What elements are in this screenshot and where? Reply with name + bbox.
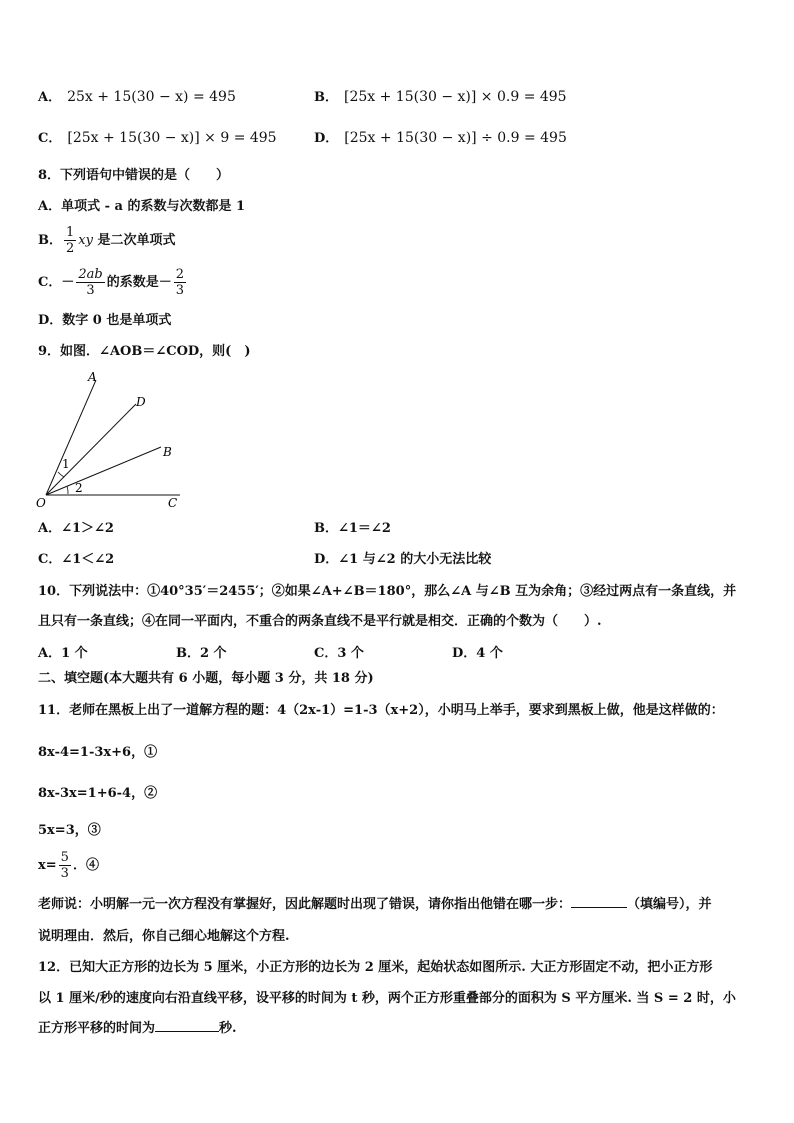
q10-line-2: 且只有一条直线；④在同一平面内，不重合的两条直线不是平行就是相交．正确的个数为（ ）. — [38, 614, 602, 629]
fraction-5-over-3: $\frac{5}{3}$ — [60, 850, 69, 881]
q9-option-a: A．∠1＞∠2 — [38, 521, 114, 536]
fraction-one-half: $\frac{1}{2}$ — [66, 225, 75, 256]
q7-option-b: B． [25x + 15(30 − x)] × 0.9 = 495 — [314, 89, 567, 105]
label-angle-1: 1 — [62, 457, 70, 471]
q10-option-b: B．2 个 — [176, 646, 227, 661]
fraction-2-over-3: $\frac{2}{3}$ — [175, 267, 185, 298]
q7-option-c: C． [25x + 15(30 − x)] × 9 = 495 — [38, 130, 277, 146]
label-o: O — [36, 496, 46, 510]
q11-step-3: 5x=3，③ — [38, 823, 101, 838]
q12-line-3: 正方形平移的时间为 秒. — [38, 1021, 237, 1036]
q12-line-1: 12．已知大正方形的边长为 5 厘米，小正方形的边长为 2 厘米，起始状态如图所示. 大正方形固定不动，把小正方形 — [38, 960, 713, 975]
q11-teacher-line-2: 说明理由．然后，你自己细心地解这个方程. — [38, 929, 290, 944]
q8-option-b: B． $\frac{1}{2}$ xy 是二次单项式 — [38, 225, 176, 256]
label-c: C — [168, 496, 178, 510]
q8-stem: 8．下列语句中错误的是（ ） — [38, 168, 230, 183]
q11-step-1: 8x-4=1-3x+6，① — [38, 745, 158, 760]
q10-option-c: C．3 个 — [314, 646, 364, 661]
q12-line-2: 以 1 厘米/秒的速度向右沿直线平移，设平移的时间为 t 秒，两个正方形重叠部分的面积为 S 平方厘米. 当 S = 2 时，小 — [38, 991, 736, 1006]
section-heading: 二、填空题(本大题共有 6 小题，每小题 3 分，共 18 分) — [38, 671, 374, 686]
q9-stem: 9．如图．∠AOB＝∠COD，则( ) — [38, 344, 251, 359]
q7-option-d: D． [25x + 15(30 − x)] ÷ 0.9 = 495 — [314, 130, 567, 146]
q11-stem: 11．老师在黑板上出了一道解方程的题：4（2x-1）=1-3（x+2），小明马上举手，要求到黑板上做，他是这样做的： — [38, 703, 724, 718]
q10-option-a: A．1 个 — [38, 646, 88, 661]
answer-blank-step[interactable] — [571, 895, 627, 908]
q8-option-c: C．－ $\frac{2ab}{3}$ 的系数是－ $\frac{2}{3}$ — [38, 267, 185, 298]
answer-blank-time[interactable] — [155, 1019, 219, 1032]
angle-figure — [30, 368, 190, 514]
q9-option-d: D．∠1 与∠2 的大小无法比较 — [314, 552, 492, 567]
q9-option-b: B．∠1＝∠2 — [314, 521, 391, 536]
label-d: D — [136, 395, 146, 409]
q10-line-1: 10．下列说法中：①40°35′＝2455′；②如果∠A+∠B＝180°，那么∠A 与∠B 互为余角；③经过两点有一条直线，并 — [38, 584, 737, 599]
q11-step-2: 8x-3x=1+6-4，② — [38, 786, 158, 801]
fraction-2ab-over-3: $\frac{2ab}{3}$ — [78, 267, 103, 298]
q9-option-c: C．∠1＜∠2 — [38, 552, 115, 567]
q8-option-a: A．单项式 - a 的系数与次数都是 1 — [38, 199, 246, 214]
q11-step-4: x= $\frac{5}{3}$ ．④ — [38, 850, 99, 881]
q7-option-a: A． 25x + 15(30 − x) = 495 — [38, 89, 236, 105]
label-b: B — [163, 445, 172, 459]
q10-option-d: D．4 个 — [452, 646, 503, 661]
q8-option-d: D．数字 0 也是单项式 — [38, 313, 172, 328]
label-a: A — [88, 370, 97, 384]
q11-teacher-line-1: 老师说：小明解一元一次方程没有掌握好，因此解题时出现了错误，请你指出他错在哪一步： （填编号），并 — [38, 897, 712, 912]
label-angle-2: 2 — [75, 481, 83, 495]
